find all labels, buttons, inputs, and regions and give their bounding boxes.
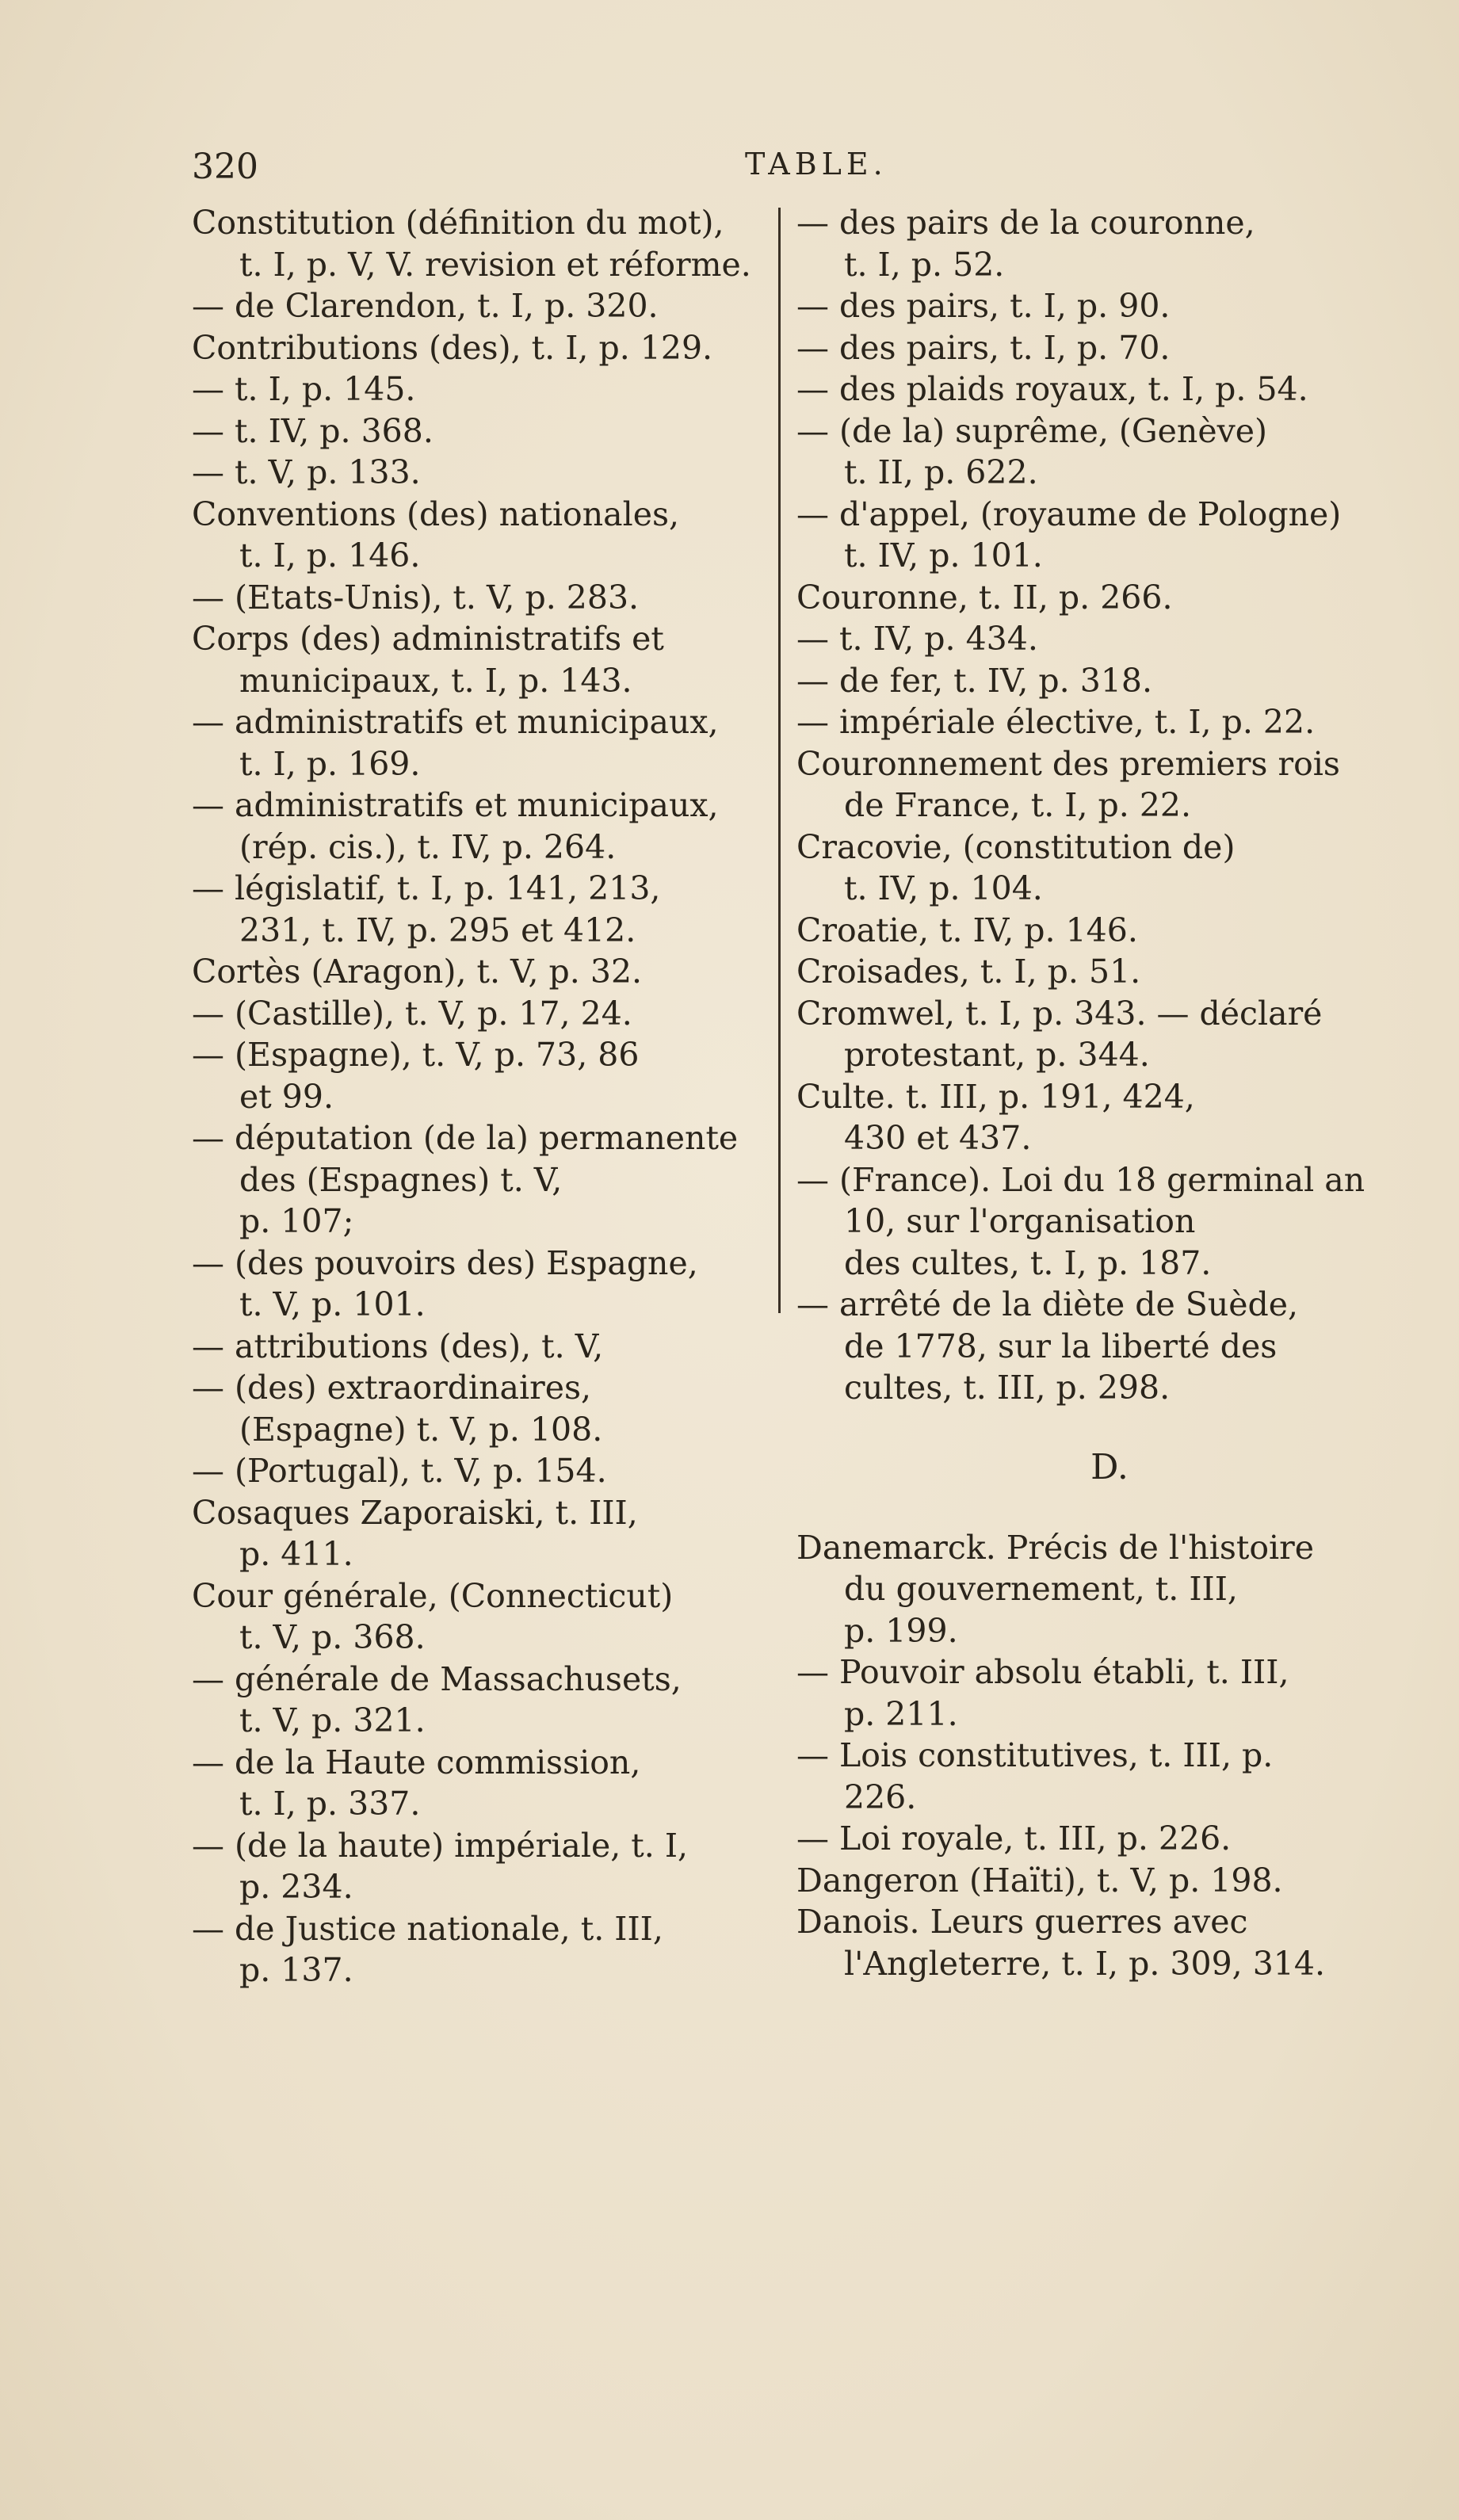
page-number: 320 <box>192 147 258 187</box>
index-entry: — administratifs et municipaux, t. I, p. 169. <box>192 703 719 783</box>
index-entry: — des pairs, t. I, p. 70. <box>796 328 1171 367</box>
index-entry: — t. I, p. 145. <box>192 370 416 408</box>
running-title: TABLE. <box>745 147 888 181</box>
index-entry: — de Clarendon, t. I, p. 320. <box>192 287 659 325</box>
index-entry: Dangeron (Haïti), t. V, p. 198. <box>796 1861 1283 1900</box>
index-entry: — générale de Massachusets, t. V, p. 321. <box>192 1659 682 1739</box>
index-entry: — (de la) suprême, (Genève) t. II, p. 622. <box>796 411 1268 491</box>
index-entry: — Pouvoir absolu établi, t. III, p. 211. <box>796 1653 1289 1733</box>
index-entry: — impériale élective, t. I, p. 22. <box>796 703 1316 741</box>
right-column <box>796 202 1367 1984</box>
index-entry: Contributions (des), t. I, p. 129. <box>192 328 713 367</box>
index-entry: Croatie, t. IV, p. 146. <box>796 911 1138 949</box>
right-column-d-entries <box>796 1527 1367 1985</box>
index-entry: — arrêté de la diète de Suède, de 1778, sur la liberté des cultes, t. III, p. 298. <box>796 1285 1299 1407</box>
index-entry: — (France). Loi du 18 germinal an 10, sur l'organisation des cultes, t. I, p. 187. <box>796 1160 1365 1282</box>
right-column-c-entries <box>796 202 1367 1409</box>
index-entry: Couronne, t. II, p. 266. <box>796 578 1173 617</box>
page-header <box>0 147 1459 194</box>
index-entry: — t. IV, p. 368. <box>192 411 433 450</box>
index-entry: — t. IV, p. 434. <box>796 620 1038 658</box>
index-entry: Cosaques Zaporaiski, t. III, p. 411. <box>192 1493 638 1573</box>
index-entry: — Lois constitutives, t. III, p. 226. <box>796 1736 1274 1816</box>
index-entry: — Loi royale, t. III, p. 226. <box>796 1819 1232 1858</box>
index-entry: — (de la haute) impériale, t. I, p. 234. <box>192 1826 689 1906</box>
index-entry: Danois. Leurs guerres avec l'Angleterre, t. I, p. 309, 314. <box>796 1903 1326 1983</box>
index-entry: Cracovie, (constitution de) t. IV, p. 104. <box>796 827 1236 907</box>
index-entry: — t. V, p. 133. <box>192 453 421 491</box>
index-entry: — députation (de la) permanente des (Espagnes) t. V, p. 107; <box>192 1119 739 1240</box>
index-entry: — (Castille), t. V, p. 17, 24. <box>192 994 632 1033</box>
index-entry: — (Etats-Unis), t. V, p. 283. <box>192 578 640 617</box>
index-entry: Cour générale, (Connecticut) t. V, p. 368. <box>192 1576 674 1656</box>
index-entry: — administratifs et municipaux, (rép. cis.), t. IV, p. 264. <box>192 786 719 866</box>
index-entry: — attributions (des), t. V, <box>192 1327 604 1365</box>
index-entry: — des plaids royaux, t. I, p. 54. <box>796 370 1308 408</box>
index-entry: Conventions (des) nationales, t. I, p. 146. <box>192 494 680 575</box>
index-entry: — législatif, t. I, p. 141, 213, 231, t. IV, p. 295 et 412. <box>192 869 661 949</box>
index-entry: — de Justice nationale, t. III, p. 137. <box>192 1909 663 1989</box>
left-column <box>192 202 762 1991</box>
index-entry: — (Portugal), t. V, p. 154. <box>192 1452 607 1490</box>
column-divider <box>778 208 781 1313</box>
section-letter: D. <box>1090 1446 1129 1487</box>
index-entry: Cromwel, t. I, p. 343. — déclaré protestant, p. 344. <box>796 994 1323 1074</box>
index-entry: Culte. t. III, p. 191, 424, 430 et 437. <box>796 1077 1195 1157</box>
index-entry: Constitution (définition du mot), t. I, p. V, V. revision et réforme. <box>192 204 751 284</box>
index-entry: — d'appel, (royaume de Pologne) t. IV, p. 101. <box>796 494 1342 575</box>
index-entry: Danemarck. Précis de l'histoire du gouvernement, t. III, p. 199. <box>796 1528 1314 1650</box>
index-entry: Croisades, t. I, p. 51. <box>796 953 1141 991</box>
index-entry: — de fer, t. IV, p. 318. <box>796 661 1153 700</box>
index-entry: Couronnement des premiers rois de France, t. I, p. 22. <box>796 744 1340 824</box>
index-entry: Cortès (Aragon), t. V, p. 32. <box>192 953 643 991</box>
index-entry: — de la Haute commission, t. I, p. 337. <box>192 1743 641 1823</box>
index-entry: — (des) extraordinaires, (Espagne) t. V, p. 108. <box>192 1369 603 1449</box>
index-entry: — (Espagne), t. V, p. 73, 86 et 99. <box>192 1036 640 1116</box>
index-entry: — des pairs de la couronne, t. I, p. 52. <box>796 204 1255 284</box>
index-entry: Corps (des) administratifs et municipaux, t. I, p. 143. <box>192 620 664 700</box>
index-entry: — (des pouvoirs des) Espagne, t. V, p. 101. <box>192 1243 698 1323</box>
index-entry: — des pairs, t. I, p. 90. <box>796 287 1171 325</box>
